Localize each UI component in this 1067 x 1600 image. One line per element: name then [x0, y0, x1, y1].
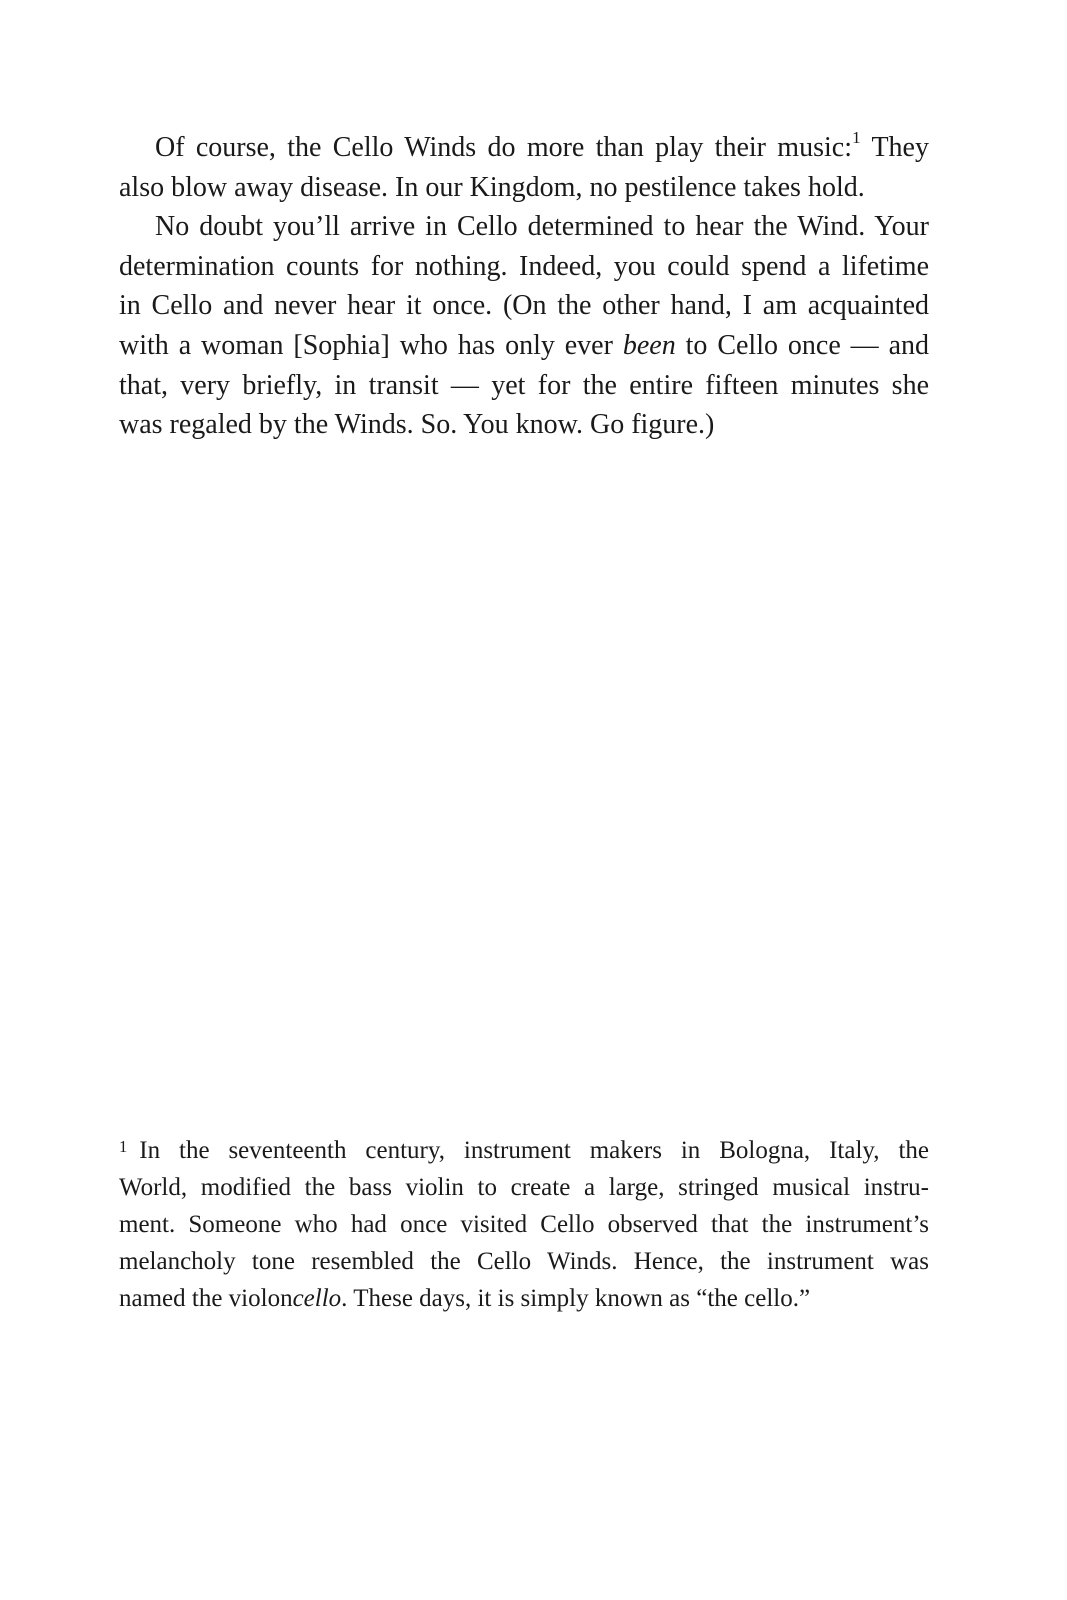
body-line: in Cello and never hear it once. (On the other hand, I am acquainted [119, 290, 929, 322]
body-line: also blow away disease. In our Kingdom, no pestilence takes hold. [119, 171, 865, 203]
body-line: determination counts for nothing. Indeed, you could spend a lifetime [119, 250, 929, 282]
emphasis: cello [292, 1285, 342, 1312]
footnote-marker: 1 [119, 1137, 128, 1157]
body-line: Of course, the Cello Winds do more than play their music:$^1$ They [155, 128, 929, 163]
footnote [119, 1132, 929, 1317]
body-text [119, 128, 929, 445]
footnote-reference[interactable]: 1 [851, 128, 861, 148]
footnote-line: World, modified the bass violin to create a large, stringed musical instru- [119, 1174, 929, 1201]
footnote-line: melancholy tone resembled the Cello Winds. Hence, the instrument was [119, 1248, 929, 1275]
emphasis: been [622, 329, 676, 361]
body-line: No doubt you’ll arrive in Cello determined to hear the Wind. Your [155, 211, 929, 243]
footnote-line: ment. Someone who had once visited Cello observed that the instrument’s [119, 1211, 929, 1238]
body-line: with a woman [Sophia] who has only ever been to Cello once — and [119, 329, 929, 361]
body-line: that, very briefly, in transit — yet for the entire fifteen minutes she [119, 369, 929, 401]
footnote-line: $^1$ In the seventeenth century, instrument makers in Bologna, Italy, the [119, 1137, 929, 1164]
body-line: was regaled by the Winds. So. You know. Go figure.) [119, 409, 715, 441]
footnote-line: named the violoncello. These days, it is simply known as “the cello.” [119, 1285, 811, 1312]
